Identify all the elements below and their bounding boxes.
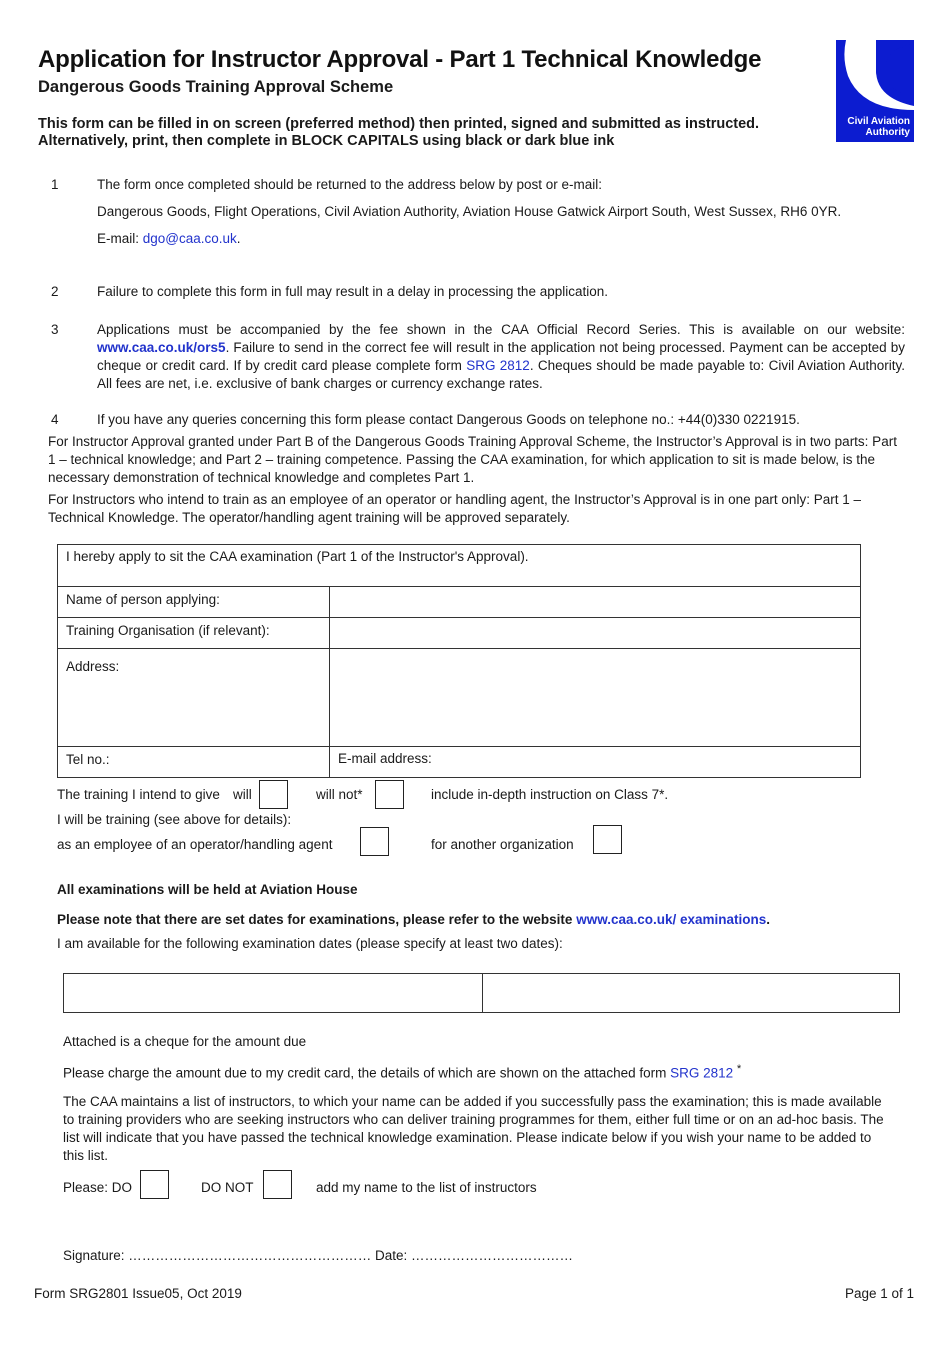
- application-table: [57, 544, 861, 778]
- do-checkbox[interactable]: [140, 1170, 169, 1199]
- another-org-label: for another organization: [431, 837, 574, 852]
- note-3-text: Applications must be accompanied by the fee shown in the CAA Official Record Series. This is available on our website: www.caa.co.uk/ors5. Failure to send in the correct fee will result in the application not being processed. Payment can be accepted by cheque or credit card. If by credit card please complete form SRG 2812. Cheques should be made payable to: Civil Aviation Authority. All fees are net, i.e. exclusive of bank charges or currency exchange rates.: [97, 322, 905, 391]
- exam-date-1-input[interactable]: [64, 974, 482, 1012]
- apply-statement: I hereby apply to sit the CAA examination (Part 1 of the Instructor's Approval).: [66, 549, 529, 564]
- logo-text: Civil Aviation Authority: [847, 116, 910, 138]
- exams-held-at: All examinations will be held at Aviation House: [57, 882, 358, 897]
- training-intend-label: The training I intend to give: [57, 787, 220, 802]
- do-label: Please: DO: [63, 1180, 133, 1195]
- email-address-input[interactable]: [330, 747, 860, 778]
- class7-label: include in-depth instruction on Class 7*.: [431, 787, 669, 802]
- note-4-text: If you have any queries concerning this form please contact Dangerous Goods on telephone no.: +44(0)330 0221915.: [97, 412, 800, 427]
- available-dates-label: I am available for the following examination dates (please specify at least two dates):: [57, 936, 563, 951]
- examinations-link[interactable]: www.caa.co.uk/ examinations: [576, 912, 767, 927]
- credit-card-option: Please charge the amount due to my credit card, the details of which are shown on the attached form SRG 2812 *: [63, 1063, 742, 1081]
- as-employee-checkbox[interactable]: [360, 827, 389, 856]
- note-4-number: 4: [51, 412, 59, 427]
- note-2-number: 2: [51, 284, 59, 299]
- address-input[interactable]: [330, 649, 860, 746]
- page-number: Page 1 of 1: [844, 1286, 914, 1301]
- will-not-checkbox[interactable]: [375, 780, 404, 809]
- email-link[interactable]: dgo@caa.co.uk: [142, 231, 237, 246]
- intro-instructions: This form can be filled in on screen (preferred method) then printed, signed and submitted as instructed. Alternatively, print, then complete in BLOCK CAPITALS using black or dark blue ink: [38, 116, 760, 149]
- form-reference: Form SRG2801 Issue05, Oct 2019: [34, 1286, 242, 1301]
- as-employee-label: as an employee of an operator/handling agent: [57, 837, 333, 852]
- will-label: will: [233, 787, 252, 802]
- srg2812-payment-link[interactable]: SRG 2812: [670, 1065, 734, 1081]
- part-b-paragraph: For Instructor Approval granted under Part B of the Dangerous Goods Training Approval Scheme, the Instructor’s Approval is in two parts: Part 1 – technical knowledge; and Part 2 – training competence. Passing the CAA examination, for which application to sit is made below, is the necessary demonstration of technical knowledge and completes Part 1.: [48, 434, 897, 485]
- tel-input[interactable]: [58, 747, 329, 778]
- will-not-label: will not*: [316, 787, 363, 802]
- email-address-label: E-mail address:: [338, 751, 432, 766]
- cheque-option: Attached is a cheque for the amount due: [63, 1034, 307, 1049]
- page-subtitle: Dangerous Goods Training Approval Scheme: [38, 78, 394, 96]
- will-be-training-label: I will be training (see above for details):: [57, 812, 292, 827]
- exam-date-2-input[interactable]: [483, 974, 899, 1012]
- note-3-number: 3: [51, 322, 59, 337]
- name-label: Name of person applying:: [66, 592, 220, 607]
- add-name-label: add my name to the list of instructors: [316, 1180, 537, 1195]
- tel-label: Tel no.:: [66, 752, 110, 767]
- another-org-checkbox[interactable]: [593, 825, 622, 854]
- org-label: Training Organisation (if relevant):: [66, 623, 270, 638]
- exam-dates-table: [63, 973, 900, 1013]
- note-2-text: Failure to complete this form in full may result in a delay in processing the application.: [97, 284, 608, 299]
- return-address: Dangerous Goods, Flight Operations, Civil Aviation Authority, Aviation House Gatwick Airport South, West Sussex, RH6 0YR.: [97, 204, 842, 219]
- note-1-text: The form once completed should be returned to the address below by post or e-mail:: [97, 177, 603, 192]
- note-1-number: 1: [51, 177, 59, 192]
- srg2812-link[interactable]: SRG 2812: [466, 358, 530, 373]
- page-title: Application for Instructor Approval - Part 1 Technical Knowledge: [38, 46, 762, 73]
- do-not-checkbox[interactable]: [263, 1170, 292, 1199]
- org-input[interactable]: [330, 618, 860, 648]
- will-checkbox[interactable]: [259, 780, 288, 809]
- set-dates-note: Please note that there are set dates for examinations, please refer to the website www.caa.co.uk/ examinations.: [57, 912, 771, 927]
- address-label: Address:: [66, 659, 120, 674]
- signature-date-line: Signature: ……………………………………………… Date: ………………………………: [63, 1248, 574, 1263]
- email-line: E-mail: dgo@caa.co.uk.: [97, 231, 241, 246]
- instructor-list-paragraph: The CAA maintains a list of instructors, to which your name can be added if you successfully pass the examination; this is made available to training providers who are seeking instructors who can deliver training programmes for them, either full time or on an ad-hoc basis. The list will indicate that you have passed the technical knowledge examination. Please indicate below if you wish your name to be added to this list.: [63, 1094, 884, 1163]
- do-not-label: DO NOT: [201, 1180, 254, 1195]
- operator-paragraph: For Instructors who intend to train as an employee of an operator or handling agent, the Instructor’s Approval is in one part only: Part 1 – Technical Knowledge. The operator/handling agent training will be approved separately.: [48, 492, 861, 525]
- caa-logo: [836, 40, 914, 142]
- name-input[interactable]: [330, 587, 860, 617]
- ors5-link[interactable]: www.caa.co.uk/ors5: [97, 340, 226, 355]
